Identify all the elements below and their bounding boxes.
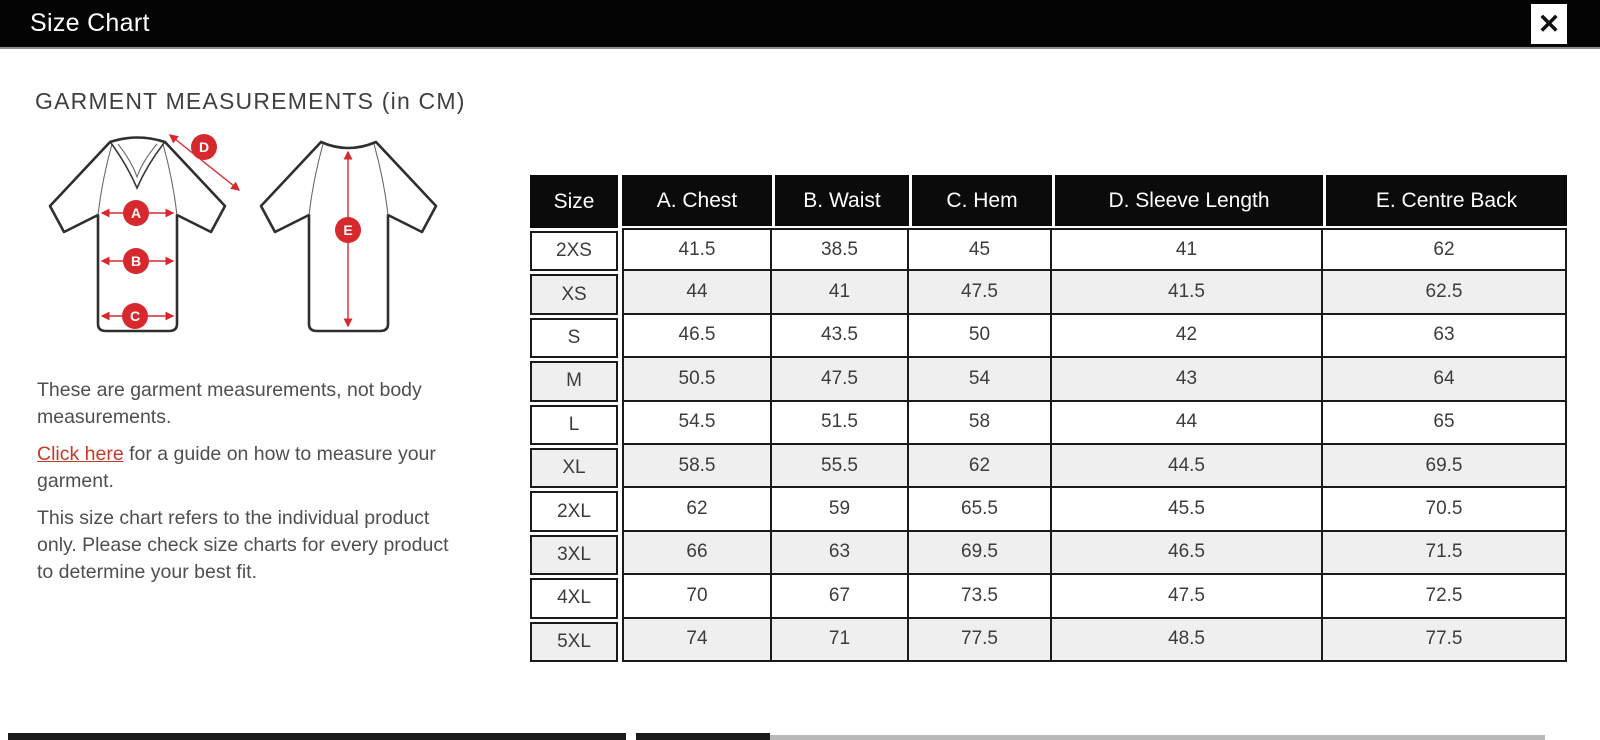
- value-cell: 43.5: [772, 315, 909, 358]
- value-cell: 41.5: [1052, 271, 1323, 314]
- value-cell: 41: [1052, 228, 1323, 271]
- section-heading: GARMENT MEASUREMENTS (in CM): [35, 88, 466, 114]
- size-cell: S: [530, 318, 618, 358]
- column-header: D. Sleeve Length: [1052, 175, 1323, 228]
- value-cell: 71.5: [1323, 532, 1567, 575]
- value-cell: 48.5: [1052, 619, 1323, 662]
- note-garment-measurements: These are garment measurements, not body measurements.: [37, 379, 422, 428]
- size-cell: L: [530, 405, 618, 445]
- marker-e-badge: [335, 217, 361, 243]
- column-header: E. Centre Back: [1323, 175, 1567, 228]
- front-shirt-diagram: [50, 134, 239, 331]
- svg-text:A: A: [130, 205, 142, 221]
- value-cell: 65.5: [909, 488, 1052, 531]
- size-cell: XL: [530, 448, 618, 488]
- value-cell: 71: [772, 619, 909, 662]
- value-cell: 67: [772, 575, 909, 618]
- value-cell: 45.5: [1052, 488, 1323, 531]
- measurements-grid: [622, 175, 1567, 662]
- value-cell: 62: [1323, 228, 1567, 271]
- close-icon: ✕: [1537, 8, 1561, 39]
- value-cell: 41: [772, 271, 909, 314]
- value-cell: 70: [622, 575, 772, 618]
- marker-d-badge: [191, 134, 217, 160]
- value-cell: 51.5: [772, 402, 909, 445]
- value-cell: 62: [622, 488, 772, 531]
- value-cell: 74: [622, 619, 772, 662]
- value-cell: 62: [909, 445, 1052, 488]
- close-button[interactable]: [1531, 4, 1567, 44]
- value-cell: 47.5: [909, 271, 1052, 314]
- value-cell: 73.5: [909, 575, 1052, 618]
- notes-block: [37, 377, 469, 586]
- value-cell: 70.5: [1323, 488, 1567, 531]
- value-cell: 43: [1052, 358, 1323, 401]
- size-cell: 5XL: [530, 622, 618, 662]
- value-cell: 58: [909, 402, 1052, 445]
- value-cell: 46.5: [1052, 532, 1323, 575]
- column-header: B. Waist: [772, 175, 909, 228]
- value-cell: 45: [909, 228, 1052, 271]
- value-cell: 63: [1323, 315, 1567, 358]
- size-column-header: Size: [530, 175, 618, 228]
- value-cell: 64: [1323, 358, 1567, 401]
- value-cell: 65: [1323, 402, 1567, 445]
- size-cell: 3XL: [530, 535, 618, 575]
- modal-title: Size Chart: [30, 9, 150, 37]
- svg-text:D: D: [198, 139, 210, 155]
- size-cell: 2XS: [530, 231, 618, 271]
- garment-diagram: [32, 120, 452, 350]
- bottom-edge-bar: [8, 733, 626, 740]
- size-cell: M: [530, 361, 618, 401]
- column-header: C. Hem: [909, 175, 1052, 228]
- svg-text:B: B: [130, 253, 142, 269]
- value-cell: 58.5: [622, 445, 772, 488]
- svg-text:C: C: [129, 308, 141, 324]
- size-cell: XS: [530, 274, 618, 314]
- value-cell: 38.5: [772, 228, 909, 271]
- value-cell: 62.5: [1323, 271, 1567, 314]
- bottom-edge-bar: [636, 733, 770, 740]
- value-cell: 69.5: [909, 532, 1052, 575]
- value-cell: 55.5: [772, 445, 909, 488]
- size-chart-table: [530, 175, 1567, 662]
- bottom-edge-bar: [770, 735, 1545, 740]
- value-cell: 69.5: [1323, 445, 1567, 488]
- value-cell: 50.5: [622, 358, 772, 401]
- value-cell: 46.5: [622, 315, 772, 358]
- note-measure-guide: Click here for a guide on how to measure your garment.: [37, 443, 436, 492]
- value-cell: 42: [1052, 315, 1323, 358]
- marker-c-badge: [122, 303, 148, 329]
- value-cell: 50: [909, 315, 1052, 358]
- size-cell: 2XL: [530, 491, 618, 531]
- note-individual-product: This size chart refers to the individual product only. Please check size charts for every product to determine your best fit.: [37, 507, 449, 583]
- marker-a-badge: [123, 200, 149, 226]
- value-cell: 77.5: [909, 619, 1052, 662]
- size-column: [530, 175, 618, 662]
- value-cell: 47.5: [1052, 575, 1323, 618]
- modal-titlebar: [0, 0, 1600, 49]
- value-cell: 66: [622, 532, 772, 575]
- value-cell: 54: [909, 358, 1052, 401]
- marker-b-badge: [123, 248, 149, 274]
- measure-guide-link[interactable]: Click here: [37, 443, 124, 465]
- value-cell: 44: [622, 271, 772, 314]
- svg-text:E: E: [343, 222, 353, 238]
- column-header: A. Chest: [622, 175, 772, 228]
- value-cell: 54.5: [622, 402, 772, 445]
- size-cell: 4XL: [530, 578, 618, 618]
- value-cell: 63: [772, 532, 909, 575]
- value-cell: 41.5: [622, 228, 772, 271]
- value-cell: 44: [1052, 402, 1323, 445]
- value-cell: 77.5: [1323, 619, 1567, 662]
- value-cell: 44.5: [1052, 445, 1323, 488]
- value-cell: 72.5: [1323, 575, 1567, 618]
- value-cell: 59: [772, 488, 909, 531]
- value-cell: 47.5: [772, 358, 909, 401]
- back-shirt-diagram: [261, 142, 436, 331]
